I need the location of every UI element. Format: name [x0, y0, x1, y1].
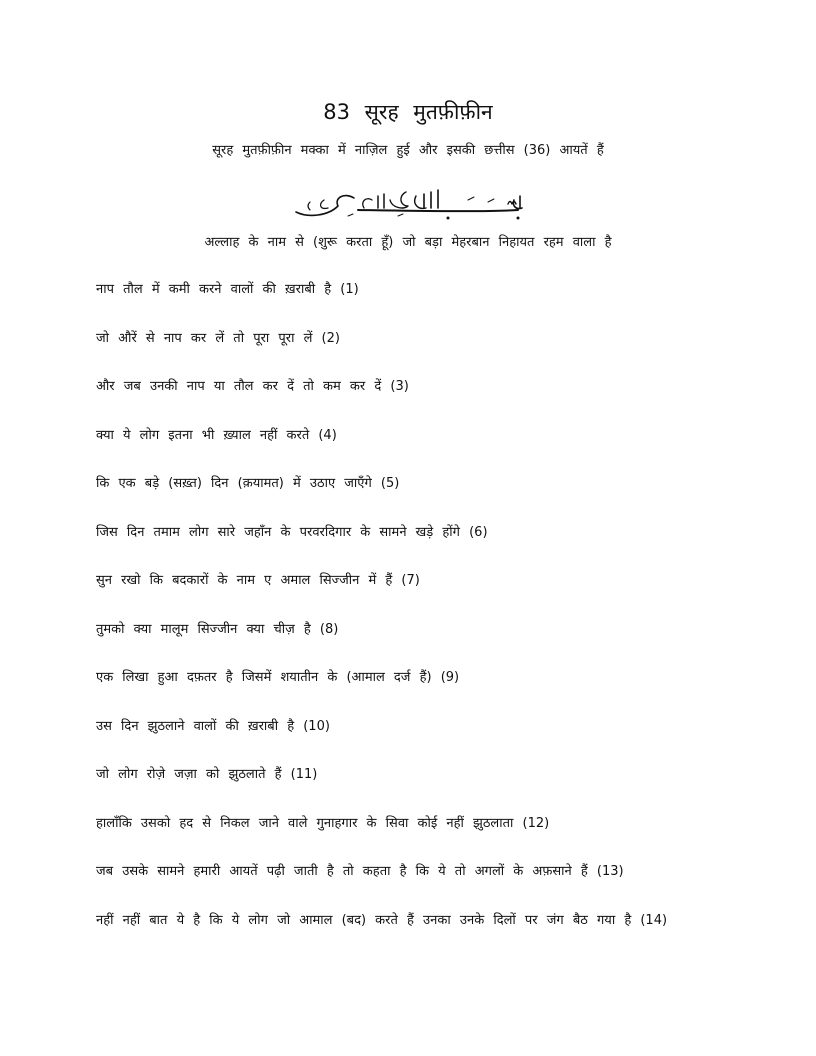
- bismillah-calligraphy-image: [288, 186, 528, 226]
- verse-11: जो लोग रोज़े जज़ा को झुठलाते हैं (11): [96, 767, 318, 782]
- verse-4: क्या ये लोग इतना भी ख़्याल नहीं करते (4): [96, 427, 337, 443]
- verse-9: एक लिखा हुआ दफ़तर है जिसमें शयातीन के (आमाल दर्ज हैं) (9): [96, 670, 460, 685]
- verse-14: नहीं नहीं बात ये है कि ये लोग जो आमाल (बद) करते हैं उनका उनके दिलों पर जंग बैठ गया है (14): [96, 912, 668, 928]
- verse-5: कि एक बड़े (सख़्त) दिन (क़यामत) में उठाए जाएँगे (5): [96, 476, 400, 491]
- verse-3: और जब उनकी नाप या तौल कर दें तो कम कर दें (3): [96, 379, 409, 394]
- surah-subtitle: सूरह मुतफ़ीफ़ीन मक्का में नाज़िल हुई और इसकी छत्तीस (36) आयतें हैं: [212, 143, 604, 158]
- surah-title: 83 सूरह मुतफ़ीफ़ीन: [323, 100, 493, 124]
- verse-6: जिस दिन तमाम लोग सारे जहाँन के परवरदिगार के सामने खड़े होंगे (6): [96, 524, 488, 540]
- verse-7: सुन रखो कि बदकारों के नाम ए अमाल सिज्जीन में हैं (7): [96, 573, 420, 588]
- verse-2: जो औरें से नाप कर लें तो पूरा पूरा लें (2): [96, 330, 340, 346]
- verse-13: जब उसके सामने हमारी आयतें पढ़ी जाती है तो कहता है कि ये तो अगलों के अफ़साने हैं (13): [96, 864, 624, 879]
- bismillah-translation: अल्लाह के नाम से (शुरू करता हूँ) जो बड़ा मेहरबान निहायत रहम वाला है: [204, 235, 612, 250]
- verse-8: तुमको क्या मालूम सिज्जीन क्या चीज़ है (8): [96, 621, 339, 637]
- verse-10: उस दिन झुठलाने वालों की ख़राबी है (10): [96, 718, 330, 734]
- verse-12: हालाँकि उसको हद से निकल जाने वाले गुनाहगार के सिवा कोई नहीं झुठलाता (12): [96, 815, 550, 831]
- verse-list: [96, 280, 722, 959]
- verse-1: नाप तौल में कमी करने वालों की ख़राबी है (1): [96, 282, 359, 297]
